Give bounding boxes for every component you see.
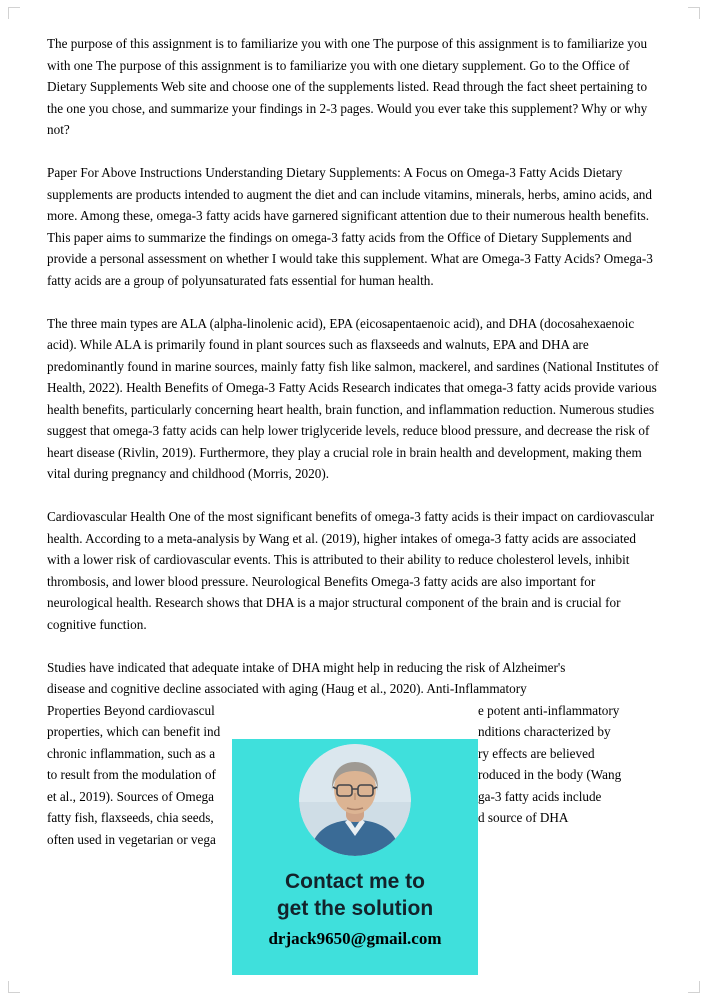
contact-heading-line1: Contact me to xyxy=(284,870,425,893)
text-line-fragment: ga-3 fatty acids include xyxy=(478,788,602,804)
text-line-fragment: e potent anti-inflammatory xyxy=(478,702,620,718)
page-corner-mark xyxy=(8,7,20,19)
contact-overlay-card xyxy=(232,739,478,975)
text-line-fragment: fatty fish, flaxseeds, chia seeds, xyxy=(47,810,214,825)
text-line-fragment: Studies have indicated that adequate intake of DHA might help in reducing the risk of Alzheimer's xyxy=(47,659,566,675)
text-line-fragment: chronic inflammation, such as a xyxy=(47,745,216,761)
paragraph-cardiovascular-neurological: Cardiovascular Health One of the most significant benefits of omega-3 fatty acids is their impact on cardiovascular health. According to a meta-analysis by Wang et al. (2019), higher intakes of omega-3 fatty acids are associated with a lower risk of cardiovascular events. This is attributed to their ability to reduce cholesterol levels, inhibit thrombosis, and lower blood pressure. Neurological Benefits Omega-3 fatty acids are also important for neurological health. Research shows that DHA is a major structural component of the brain and is crucial for cognitive function. xyxy=(47,509,655,632)
tutor-portrait-avatar xyxy=(299,744,411,856)
text-line-fragment: d source of DHA xyxy=(478,810,569,825)
text-line xyxy=(47,657,661,679)
page-corner-mark xyxy=(8,981,20,993)
paragraph-types-and-benefits: The three main types are ALA (alpha-linolenic acid), EPA (eicosapentaenoic acid), and DHA (docosahexaenoic acid). While ALA is primarily found in plant sources such as flaxseeds and walnuts, EPA and DHA are predominantly found in marine sources, mainly fatty fish like salmon, mackerel, and sardines (National Institutes of Health, 2022). Health Benefits of Omega-3 Fatty Acids Research indicates that omega-3 fatty acids provide various health benefits, particularly concerning heart health, brain function, and inflammation reduction. Numerous studies suggest that omega-3 fatty acids can help lower triglyceride levels, reduce blood pressure, and decrease the risk of heart disease (Rivlin, 2019). Furthermore, they play a crucial role in brain health and development, making them vital during pregnancy and childhood (Morris, 2020). xyxy=(47,315,659,481)
man-portrait-photo-icon xyxy=(299,744,411,856)
text-line-fragment: to result from the modulation of xyxy=(47,767,216,782)
page-corner-mark xyxy=(688,981,700,993)
page-corner-mark xyxy=(688,7,700,19)
text-line-fragment: disease and cognitive decline associated with aging (Haug et al., 2020). Anti-Inflammatory xyxy=(47,681,527,696)
essay-text-column xyxy=(47,33,661,850)
text-line-fragment: often used in vegetarian or vega xyxy=(47,831,216,847)
contact-email: drjack9650@gmail.com xyxy=(268,929,442,948)
paragraph-intro: Paper For Above Instructions Understanding Dietary Supplements: A Focus on Omega-3 Fatty Acids Dietary supplements are products intended to augment the diet and can include vitamins, minerals, herbs, amino acids, and more. Among these, omega-3 fatty acids have garnered significant attention due to their numerous health benefits. This paper aims to summarize the findings on omega-3 fatty acids from the Office of Dietary Supplements and provide a personal assessment on whether I would take this supplement. What are Omega-3 Fatty Acids? Omega-3 fatty acids are a group of polyunsaturated fats essential for human health. xyxy=(47,165,653,288)
text-line xyxy=(47,700,661,722)
text-line-fragment: properties, which can benefit ind xyxy=(47,724,221,739)
text-line-fragment: Properties Beyond cardiovascul xyxy=(47,702,215,718)
text-line xyxy=(47,678,661,700)
paragraph-assignment-instructions: The purpose of this assignment is to familiarize you with one The purpose of this assignment is to familiarize you with one The purpose of this assignment is to familiarize you with one dietary supplement. Go to the Office of Dietary Supplements Web site and choose one of the supplements listed. Read through the fact sheet pertaining to the one you chose, and summarize your findings in 2-3 pages. Would you ever take this supplement? Why or why not? xyxy=(47,36,648,137)
text-line-fragment: roduced in the body (Wang xyxy=(478,767,622,782)
contact-heading-line2: get the solution xyxy=(276,897,434,920)
text-line-fragment: ry effects are believed xyxy=(478,745,595,761)
text-line-fragment: et al., 2019). Sources of Omega xyxy=(47,788,214,804)
text-line-fragment: nditions characterized by xyxy=(478,724,611,739)
contact-heading xyxy=(277,868,433,922)
